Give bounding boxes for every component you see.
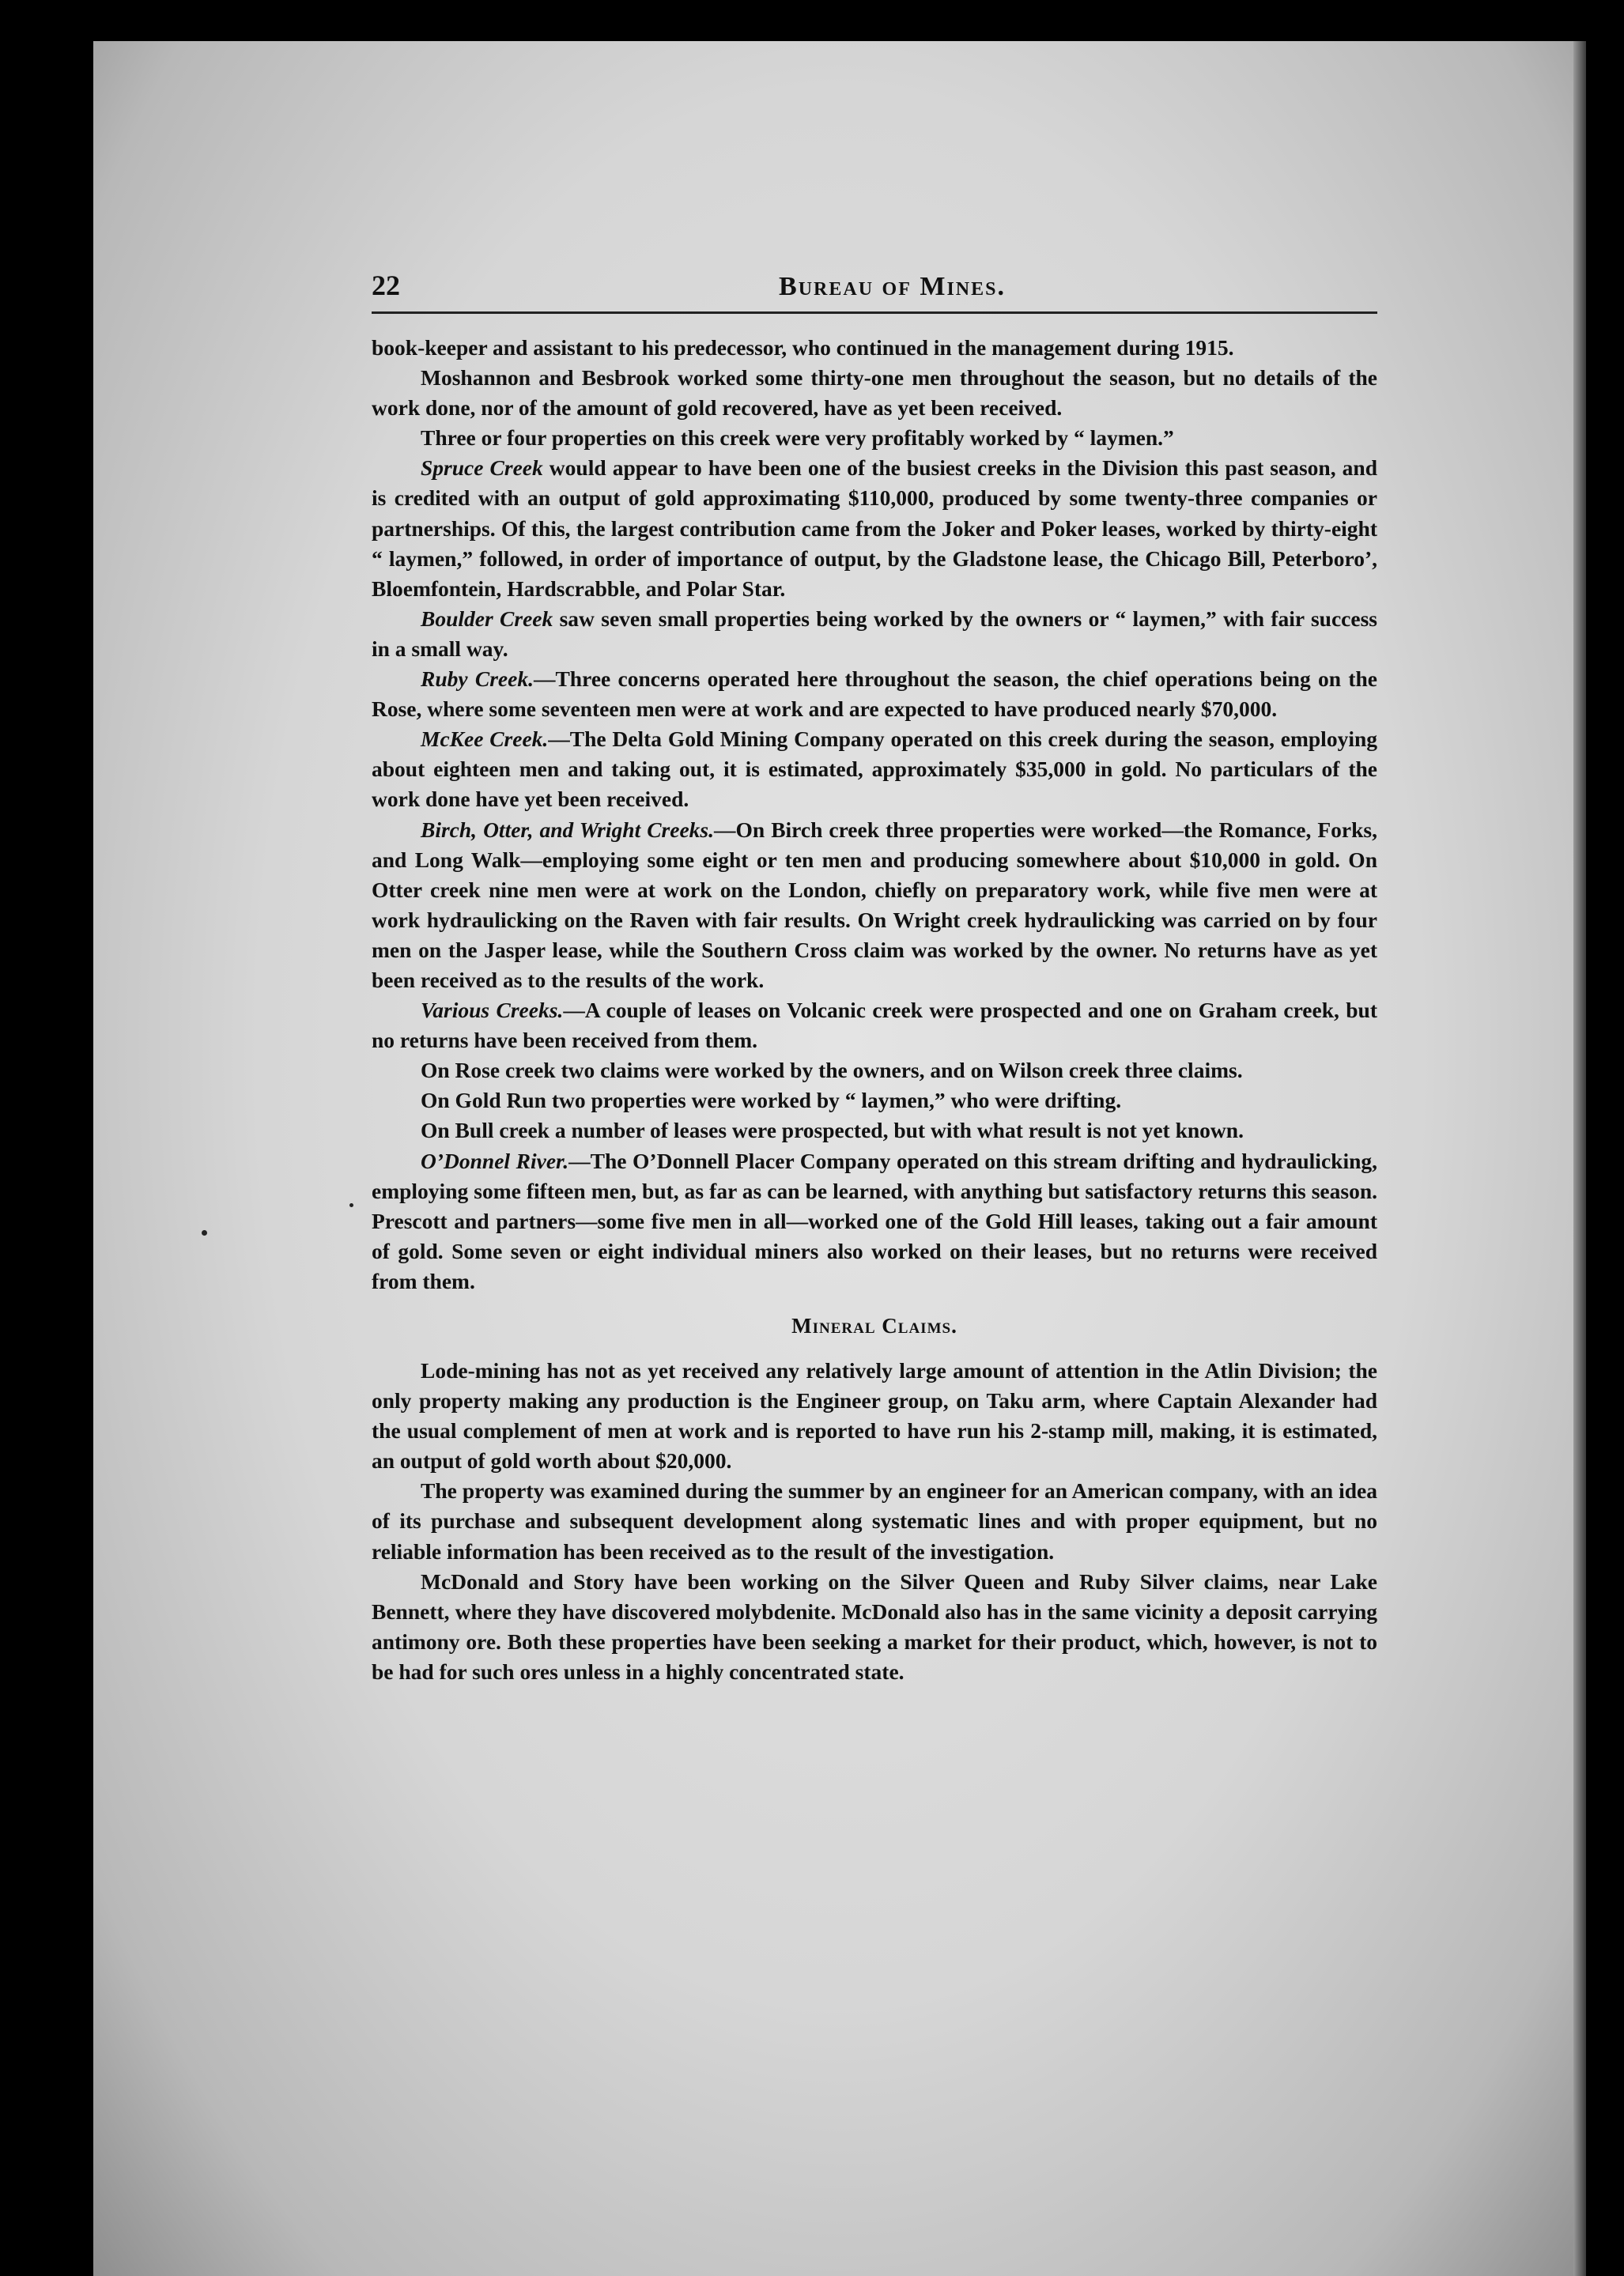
paragraph-text: —On Birch creek three properties were worked—the Romance, Forks, and Long Walk—employing some eight or ten men and producing somewhere about $10,000 in gold. On Otter creek nine men were at work on the London, chiefly on preparatory work, while five men were at work hydraulicking on the Raven with fair results. On Wright creek hydraulicking was carried on by four men on the Jasper lease, while the Southern Cross claim was worked by the owner. No returns have as yet been received as to the results of the work. — [372, 817, 1377, 992]
running-title: Bureau of Mines. — [779, 272, 1006, 301]
running-header — [372, 269, 1377, 314]
paragraph — [372, 1115, 1377, 1146]
paragraph-text: Lode-mining has not as yet received any relatively large amount of attention in the Atlin Division; the only property making any production is the Engineer group, on Taku arm, where Captain Alexander had the usual complement of men at work and is reported to have run his 2-stamp mill, making, it is estimated, an output of gold worth about $20,000. — [372, 1358, 1377, 1474]
paragraph-lead-in: Spruce Creek — [421, 455, 543, 481]
paragraph — [372, 363, 1377, 423]
paragraph — [372, 423, 1377, 453]
paragraph — [372, 815, 1377, 996]
paragraph-lead-in: O’Donnel River. — [421, 1148, 569, 1173]
paragraph — [372, 1055, 1377, 1085]
paragraph — [372, 1356, 1377, 1476]
page-edge-shadow — [1573, 41, 1586, 2276]
paragraph-text: —Three concerns operated here throughout the season, the chief operations being on the Rose, where some seventeen men were at work and are expected to have produced nearly $70,000. — [372, 666, 1377, 722]
body-text-mineral — [372, 1356, 1377, 1687]
paragraph — [372, 453, 1377, 603]
paragraph-text: would appear to have been one of the busiest creeks in the Division this past season, and is credited with an output of gold approximating $110,000, produced by some twenty-three companies or partnerships. Of this, the largest contribution came from the Joker and Poker leases, worked by thirty-eight “ laymen,” followed, in order of importance of output, by the Gladstone lease, the Chicago Bill, Peterboro’, Bloemfontein, Hardscrabble, and Polar Star. — [372, 455, 1377, 601]
paragraph-text: Moshannon and Besbrook worked some thirty-one men throughout the season, but no details of the work done, nor of the amount of gold recovered, have as yet been received. — [372, 365, 1377, 421]
paragraph-text: Three or four properties on this creek were very profitably worked by “ laymen.” — [421, 425, 1174, 451]
paragraph — [372, 724, 1377, 814]
paragraph-text: The property was examined during the summer by an engineer for an American company, with an idea of its purchase and subsequent development along systematic lines and with proper equipment, but no reliable information has been received as to the result of the investigation. — [372, 1478, 1377, 1564]
paragraph-text: —A couple of leases on Volcanic creek were prospected and one on Graham creek, but no returns have been received from them. — [372, 998, 1378, 1053]
paragraph-text: On Rose creek two claims were worked by the owners, and on Wilson creek three claims. — [421, 1058, 1243, 1083]
paragraph-text: McDonald and Story have been working on the Silver Queen and Ruby Silver claims, near Lake Bennett, where they have discovered molybdenite. McDonald also has in the same vicinity a deposit carrying antimony ore. Both these properties have been seeking a market for their product, which, however, is not to be had for such ores unless in a highly concentrated state. — [372, 1568, 1377, 1684]
paragraph-lead-in: Boulder Creek — [421, 606, 553, 631]
paragraph-text: —The Delta Gold Mining Company operated on this creek during the season, employing about eighteen men and taking out, it is estimated, approximately $35,000 in gold. No particulars of the work done have yet been received. — [372, 727, 1377, 812]
paragraph — [372, 995, 1377, 1055]
page-number: 22 — [372, 270, 400, 301]
scan-speck — [202, 1230, 207, 1236]
paragraph — [372, 604, 1377, 664]
paragraph — [372, 1476, 1377, 1566]
scan-speck — [349, 1203, 353, 1207]
paragraph-text: —The O’Donnell Placer Company operated on this stream drifting and hydraulicking, employing some fifteen men, but, as far as can be learned, with anything but satisfactory returns this season. Prescott and partners—some five men in all—worked one of the Gold Hill leases, taking out a fair amount of gold. Some seven or eight individual miners also worked on their leases, but no returns were received from them. — [372, 1148, 1378, 1293]
paragraph — [372, 1085, 1377, 1115]
paragraph-lead-in: Birch, Otter, and Wright Creeks. — [421, 817, 714, 842]
paragraph-lead-in: Various Creeks. — [421, 998, 564, 1023]
document-text-block — [372, 269, 1377, 1687]
paragraph-text: On Bull creek a number of leases were prospected, but with what result is not yet known. — [421, 1118, 1244, 1143]
paragraph — [372, 1146, 1377, 1297]
paragraph — [372, 664, 1377, 724]
paragraph — [372, 1567, 1377, 1687]
paragraph-lead-in: Ruby Creek. — [421, 666, 534, 692]
body-text-placer — [372, 333, 1377, 1297]
paragraph-text: On Gold Run two properties were worked by “ laymen,” who were drifting. — [421, 1088, 1122, 1113]
paragraph-text: saw seven small properties being worked by the owners or “ laymen,” with fair success in a small way. — [372, 606, 1377, 661]
paragraph-text: book-keeper and assistant to his predecessor, who continued in the management during 1915. — [372, 335, 1234, 360]
paragraph-lead-in: McKee Creek. — [421, 727, 549, 752]
paragraph — [372, 333, 1377, 363]
section-heading: Mineral Claims. — [791, 1314, 957, 1338]
